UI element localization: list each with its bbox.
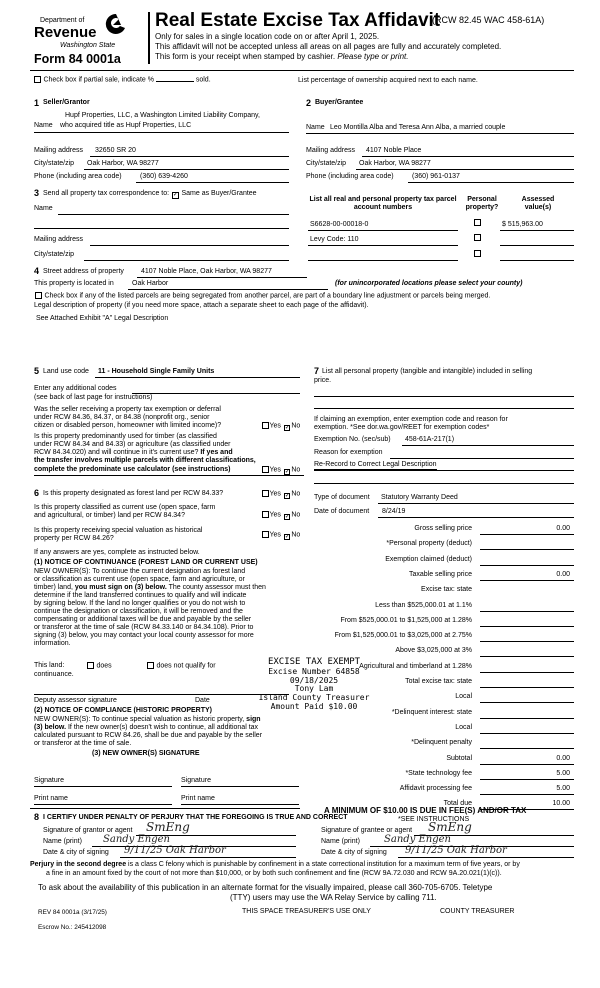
levy-code[interactable]: 110 bbox=[347, 236, 359, 243]
location-value[interactable]: Oak Harbor bbox=[132, 280, 169, 287]
personal-property-checkbox-3[interactable] bbox=[474, 250, 481, 257]
document-type-label: Type of document bbox=[314, 494, 370, 501]
calc-line bbox=[480, 748, 574, 749]
buyer-phone-label: Phone (including area code) bbox=[306, 173, 394, 180]
calc-label: Above $3,025,000 at 3% bbox=[395, 647, 472, 654]
header-line2: This affidavit will not be accepted unless all areas on all pages are fully and accurately completed. bbox=[155, 42, 502, 51]
forest-no-checkbox[interactable]: ✓ bbox=[284, 492, 290, 499]
historic-text-4: or transferor at the time of sale. bbox=[34, 740, 132, 747]
revision-label: REV 84 0001a (3/17/25) bbox=[38, 909, 107, 916]
calc-line bbox=[480, 687, 574, 688]
calc-line bbox=[480, 794, 574, 795]
county-treasurer-label: COUNTY TREASURER bbox=[440, 908, 515, 915]
document-date[interactable]: 8/24/19 bbox=[382, 508, 406, 515]
land-use-label: Land use code bbox=[43, 368, 89, 375]
timber-yes-checkbox[interactable] bbox=[262, 466, 269, 473]
exemption-number-label: Exemption No. (sec/sub) bbox=[314, 436, 391, 443]
stamp-line1: EXCISE TAX EXEMPT bbox=[267, 657, 361, 667]
does-label: does bbox=[96, 662, 112, 670]
grantor-printed-name[interactable]: Sandy Engen bbox=[103, 834, 170, 845]
calc-value[interactable]: 0.00 bbox=[556, 525, 570, 532]
calc-label: Local bbox=[455, 693, 472, 700]
calc-label: Subtotal bbox=[446, 755, 472, 762]
dept-line3: Washington State bbox=[60, 42, 116, 49]
form-title: Real Estate Excise Tax Affidavit bbox=[155, 10, 441, 31]
deputy-signature-label: Deputy assessor signature bbox=[34, 697, 117, 704]
sec3-mail-label: Mailing address bbox=[34, 236, 84, 243]
timber-question-ifyes: If yes and bbox=[200, 449, 233, 456]
section3-text: Send all property tax correspondence to: bbox=[43, 190, 170, 197]
continuance-text-3b: you must sign on (3) below. bbox=[74, 584, 167, 591]
exemption-instructions-1: If claiming an exemption, enter exemption code and reason for bbox=[314, 416, 508, 423]
grantee-date-label: Date & city of signing bbox=[321, 849, 387, 856]
document-date-label: Date of document bbox=[314, 508, 370, 515]
section6-number: 6 bbox=[34, 488, 40, 498]
current-use-yes-checkbox[interactable] bbox=[262, 511, 269, 518]
ownership-note: List percentage of ownership acquired next to each name. bbox=[298, 77, 478, 84]
no-label: No bbox=[291, 422, 301, 430]
historic-question-line1: Is this property receiving special valuation as historical bbox=[34, 527, 203, 534]
buyer-city-label: City/state/zip bbox=[306, 160, 347, 167]
exemption-no-checkbox[interactable]: ✓ bbox=[284, 424, 290, 431]
seller-heading: Seller/Grantor bbox=[43, 99, 90, 106]
treasurer-use-label: THIS SPACE TREASURER'S USE ONLY bbox=[242, 908, 371, 915]
partial-sold-label: sold. bbox=[195, 76, 211, 84]
section2-number: 2 bbox=[306, 98, 312, 108]
grantee-name-label: Name (print) bbox=[321, 838, 360, 845]
grantee-signature[interactable]: SmEng bbox=[428, 820, 472, 834]
grantor-name-label: Name (print) bbox=[43, 838, 82, 845]
street-address[interactable]: 4107 Noble Place, Oak Harbor, WA 98277 bbox=[141, 268, 272, 275]
exemption-question-line2: under RCW 84.36, 84.37, or 84.38 (nonprofit org., senior bbox=[34, 414, 210, 421]
historic-heading: (2) NOTICE OF COMPLIANCE (HISTORIC PROPERTY) bbox=[34, 707, 212, 714]
new-owner-signature-heading: (3) NEW OWNER(S) SIGNATURE bbox=[92, 750, 200, 757]
grantor-signature[interactable]: SmEng bbox=[146, 820, 190, 834]
stamp-line2: Excise Number 64858 bbox=[268, 666, 360, 676]
same-as-buyer-checkbox[interactable]: ✓ bbox=[173, 192, 179, 198]
calc-label: Affidavit processing fee bbox=[399, 785, 472, 792]
exemption-number[interactable]: 458-61A-217(1) bbox=[405, 436, 455, 443]
seller-name-line1: Hupf Properties, LLC, a Washington Limited Liability Company, bbox=[65, 112, 260, 119]
yes-label: Yes bbox=[269, 531, 281, 539]
escrow-number: Escrow No.: 245412098 bbox=[38, 924, 107, 931]
buyer-heading: Buyer/Grantee bbox=[315, 99, 364, 106]
calc-line bbox=[480, 611, 574, 612]
calc-line bbox=[480, 549, 574, 550]
additional-codes-note: (see back of last page for instructions) bbox=[34, 394, 153, 401]
answers-note: If any answers are yes, complete as instructed below. bbox=[34, 549, 200, 556]
stamp-line4: Tony Lam bbox=[294, 684, 334, 694]
historic-question-line2: property per RCW 84.26? bbox=[34, 535, 114, 542]
section3-number: 3 bbox=[34, 188, 40, 198]
yes-label: Yes bbox=[269, 466, 281, 474]
continuance-heading: (1) NOTICE OF CONTINUANCE (FOREST LAND OR CURRENT USE) bbox=[34, 559, 258, 566]
timber-question-line4: the transfer involves multiple parcels with different classifications, bbox=[34, 457, 256, 464]
document-type[interactable]: Statutory Warranty Deed bbox=[381, 494, 458, 501]
calc-line bbox=[480, 672, 574, 673]
section3-row bbox=[43, 190, 257, 199]
exemption-reason-label: Reason for exemption bbox=[314, 449, 383, 456]
historic-text-3: calculated pursuant to RCW 84.26, shall be due and payable by the seller bbox=[34, 732, 263, 739]
parcel-col-header: List all real and personal property tax parcel account numbers bbox=[309, 196, 457, 212]
land-does-not-checkbox[interactable] bbox=[147, 662, 154, 669]
section1-number: 1 bbox=[34, 98, 40, 108]
perjury-heading: Perjury in the second degree bbox=[30, 861, 127, 868]
levy-label: Levy Code: bbox=[310, 236, 346, 243]
calc-label: Taxable selling price bbox=[408, 571, 472, 578]
historic-text-2b: If the new owner(s) doesn't wish to continue, all additional tax bbox=[67, 724, 259, 731]
forest-yes-checkbox[interactable] bbox=[262, 490, 269, 497]
continuance-text-4: determine if the land transferred continues to qualify and will indicate bbox=[34, 592, 247, 599]
assessed-col-header: Assessed value(s) bbox=[521, 196, 555, 212]
header-line3-note: Please type or print. bbox=[337, 52, 409, 61]
exemption-reason[interactable]: Re-Record to Correct Legal Description bbox=[314, 461, 437, 470]
sec3-city-label: City/state/zip bbox=[34, 251, 75, 258]
calc-label: Exemption claimed (deduct) bbox=[385, 556, 472, 563]
seller-city[interactable]: Oak Harbor, WA 98277 bbox=[87, 160, 159, 167]
land-use-code[interactable]: 11 - Household Single Family Units bbox=[98, 368, 215, 375]
timber-question-line2: under RCW 84.34 and 84.33) or agriculture (as classified under bbox=[34, 441, 231, 448]
stamp-line5: Island County Treasurer bbox=[258, 693, 370, 703]
grantee-signature-label: Signature of grantee or agent bbox=[321, 827, 413, 834]
seller-name-line2: who acquired title as Hupf Properties, LLC bbox=[60, 122, 192, 129]
calc-line bbox=[480, 565, 574, 566]
legal-description[interactable]: See Attached Exhibit "A" Legal Description bbox=[36, 315, 169, 322]
personal-property-checkbox-1[interactable] bbox=[474, 219, 481, 226]
calc-line bbox=[480, 764, 574, 765]
calc-label: Total excise tax: state bbox=[405, 678, 472, 685]
timber-question-line3: RCW 84.34.020) and will continue in it's current use? bbox=[34, 449, 199, 456]
parcel-number[interactable]: S6628-00-00018-0 bbox=[310, 221, 369, 228]
seller-mail[interactable]: 32650 SR 20 bbox=[95, 147, 136, 154]
calc-label: Local bbox=[455, 724, 472, 731]
calc-line bbox=[480, 626, 574, 627]
alternate-format-text-2: (TTY) users may use the WA Relay Service by calling 711. bbox=[230, 893, 437, 902]
timber-question-line5: complete the predominate use calculator (see instructions) bbox=[34, 466, 231, 473]
partial-percent-field[interactable] bbox=[156, 81, 194, 82]
seller-phone-label: Phone (including area code) bbox=[34, 173, 122, 180]
continuance-text-6: continue the designation or classification, it will be removed and the bbox=[34, 608, 243, 615]
grantee-printed-name[interactable]: Sandy Engen bbox=[384, 834, 451, 845]
forest-question: Is this property designated as forest land per RCW 84.33? bbox=[43, 490, 224, 497]
calc-label: *State technology fee bbox=[405, 770, 472, 777]
dept-logo-text: Revenue bbox=[34, 24, 97, 41]
segregated-label: Check box if any of the listed parcels are being segregated from another parcel, are part of a boundary line adjustment or parcels being merged. bbox=[44, 292, 491, 300]
calc-line bbox=[480, 641, 574, 642]
land-does-checkbox[interactable] bbox=[87, 662, 94, 669]
sec3-name-label: Name bbox=[34, 205, 53, 212]
this-land-label: This land: bbox=[34, 662, 65, 669]
calc-value[interactable]: 0.00 bbox=[556, 755, 570, 762]
calc-line bbox=[480, 656, 574, 657]
minimum-due-note: A MINIMUM OF $10.00 IS DUE IN FEE(S) AND/OR TAX bbox=[324, 806, 527, 815]
buyer-name[interactable]: Leo Montilla Alba and Teresa Ann Alba, a married couple bbox=[330, 124, 506, 131]
form-rcw: (RCW 82.45 WAC 458-61A) bbox=[432, 15, 545, 25]
location-note: (for unincorporated locations please select your county) bbox=[335, 280, 523, 287]
no-label: No bbox=[291, 511, 301, 519]
does-not-label: does not qualify for bbox=[156, 662, 216, 670]
calc-line bbox=[480, 733, 574, 734]
grantee-date-city[interactable]: 9/11/25 Oak Harbor bbox=[405, 845, 507, 856]
seller-city-label: City/state/zip bbox=[34, 160, 75, 167]
calc-value[interactable]: 5.00 bbox=[556, 785, 570, 792]
personal-property-label: List all personal property (tangible and intangible) included in selling bbox=[322, 368, 533, 375]
owner1-signature-label: Signature bbox=[34, 777, 64, 784]
assessed-value[interactable]: $ 515,963.00 bbox=[502, 221, 543, 228]
grantor-date-city[interactable]: 9/11/25 Oak Harbor bbox=[124, 845, 226, 856]
alternate-format-text-1: To ask about the availability of this publication in an alternate format for the visually impaired, please call 360-705-6705. Teletype bbox=[38, 883, 493, 892]
calc-label: Total due bbox=[443, 800, 472, 807]
calc-label: Gross selling price bbox=[414, 525, 472, 532]
exemption-question-line3: citizen or disabled person, homeowner with limited income)? bbox=[34, 422, 222, 429]
calc-label: *Delinquent interest: state bbox=[391, 709, 472, 716]
historic-text-1a: NEW OWNER(S): To continue special valuation as historic property, bbox=[34, 716, 245, 723]
calc-label: *Personal property (deduct) bbox=[386, 540, 472, 547]
location-label: This property is located in bbox=[34, 280, 114, 287]
no-label: No bbox=[291, 490, 301, 498]
calc-value[interactable]: 0.00 bbox=[556, 571, 570, 578]
exemption-question-line1: Was the seller receiving a property tax exemption or deferral bbox=[34, 406, 221, 413]
calc-label: From $1,525,000.01 to $3,025,000 at 2.75% bbox=[334, 632, 472, 639]
yes-label: Yes bbox=[269, 422, 281, 430]
personal-property-checkbox-2[interactable] bbox=[474, 234, 481, 241]
grantor-date-label: Date & city of signing bbox=[43, 849, 109, 856]
additional-codes-label: Enter any additional codes bbox=[34, 385, 117, 392]
form-number: Form 84 0001a bbox=[34, 52, 121, 66]
calc-label: Agricultural and timberland at 1.28% bbox=[359, 663, 472, 670]
no-label: No bbox=[291, 531, 301, 539]
continuance-text-10: information. bbox=[34, 640, 71, 647]
header-line1: Only for sales in a single location code on or after April 1, 2025. bbox=[155, 32, 380, 41]
buyer-mail-label: Mailing address bbox=[306, 147, 356, 154]
yes-label: Yes bbox=[269, 511, 281, 519]
perjury-text-1: is a class C felony which is punishable by confinement in a state correctional institution for a maximum term of five years, or by bbox=[128, 861, 520, 868]
seller-mail-label: Mailing address bbox=[34, 147, 84, 154]
continuance-text-7: compensating or additional taxes will be due and payable by the seller bbox=[34, 616, 252, 623]
calc-value[interactable]: 5.00 bbox=[556, 770, 570, 777]
dept-line1: Department of bbox=[40, 17, 85, 24]
exemption-instructions-2: exemption. *See dor.wa.gov/REET for exemption codes* bbox=[314, 424, 490, 431]
historic-no-checkbox[interactable]: ✓ bbox=[284, 533, 290, 540]
partial-sale-checkbox[interactable] bbox=[34, 76, 41, 83]
continuance-text-9: signing (3) below, you may contact your local county assessor for more bbox=[34, 632, 254, 639]
continuance-text-2: or classification as current use (open space, farm and agriculture, or bbox=[34, 576, 245, 583]
partial-sale-label: Check box if partial sale, indicate % bbox=[43, 76, 154, 84]
historic-text-2a: (3) below. bbox=[34, 724, 67, 731]
timber-question-line1: Is this property predominantly used for timber (as classified bbox=[34, 433, 217, 440]
current-use-no-checkbox[interactable]: ✓ bbox=[284, 513, 290, 520]
calc-label: Less than $525,000.01 at 1.1% bbox=[375, 602, 472, 609]
timber-no-checkbox[interactable]: ✓ bbox=[284, 468, 290, 475]
historic-text-1b: sign bbox=[246, 716, 261, 723]
calc-line bbox=[480, 779, 574, 780]
buyer-city[interactable]: Oak Harbor, WA 98277 bbox=[359, 160, 431, 167]
continuance-text-3a: timber) land, bbox=[34, 584, 73, 591]
calc-value[interactable]: 10.00 bbox=[552, 800, 570, 807]
seller-name-label: Name bbox=[34, 122, 53, 129]
see-instructions-note: *SEE INSTRUCTIONS bbox=[398, 816, 470, 823]
continuance-label: continuance. bbox=[34, 671, 74, 678]
street-label: Street address of property bbox=[43, 268, 124, 275]
calc-label: *Delinquent penalty bbox=[411, 739, 472, 746]
section5-number: 5 bbox=[34, 366, 40, 376]
personal-property-label2: price. bbox=[314, 377, 332, 384]
owner1-print-label: Print name bbox=[34, 795, 68, 802]
stamp-line3: 09/18/2025 bbox=[289, 675, 339, 685]
section4-number: 4 bbox=[34, 266, 40, 276]
yes-label: Yes bbox=[269, 490, 281, 498]
perjury-text-2: a fine in an amount fixed by the court of not more than $10,000, or by both such confinement and fine (RCW 9A.72.030 and RCW 9A.20.021(1)(c)). bbox=[46, 870, 502, 877]
deputy-date-label: Date bbox=[195, 697, 210, 704]
continuance-text-1: NEW OWNER(S): To continue the current designation as forest land bbox=[34, 568, 246, 575]
calc-line bbox=[480, 718, 574, 719]
same-as-buyer-label: Same as Buyer/Grantee bbox=[181, 190, 257, 197]
section7-number: 7 bbox=[314, 366, 320, 376]
personal-col-header: Personal property? bbox=[465, 196, 499, 212]
calc-line bbox=[480, 580, 574, 581]
current-use-question-line2: and agricultural, or timber) land per RCW 84.34? bbox=[34, 512, 185, 519]
dept-logo-icon bbox=[105, 12, 127, 36]
continuance-text-5: by signing below. If the land no longer qualifies or you do not wish to bbox=[34, 600, 246, 607]
calc-label: From $525,000.01 to $1,525,000 at 1.28% bbox=[340, 617, 472, 624]
header-line3: This form is your receipt when stamped by cashier. bbox=[155, 52, 336, 61]
historic-yes-checkbox[interactable] bbox=[262, 531, 269, 538]
exemption-yes-checkbox[interactable] bbox=[262, 422, 269, 429]
owner2-print-label: Print name bbox=[181, 795, 215, 802]
buyer-name-label: Name bbox=[306, 124, 325, 131]
calc-line bbox=[480, 534, 574, 535]
legal-description-label: Legal description of property (if you need more space, attach a separate sheet to each page of the affidavit). bbox=[34, 302, 369, 309]
treasurer-stamp bbox=[252, 658, 376, 712]
partial-sale-row bbox=[33, 76, 211, 85]
buyer-phone[interactable]: (360) 961-0137 bbox=[412, 173, 460, 180]
owner2-signature-label: Signature bbox=[181, 777, 211, 784]
buyer-mail[interactable]: 4107 Noble Place bbox=[366, 147, 422, 154]
grantor-signature-label: Signature of grantor or agent bbox=[43, 827, 133, 834]
section8-number: 8 bbox=[34, 812, 40, 822]
calc-label: Excise tax: state bbox=[421, 586, 472, 593]
stamp-line6: Amount Paid $10.00 bbox=[270, 702, 358, 712]
calc-line bbox=[480, 702, 574, 703]
continuance-text-8: or transferor at the time of sale (RCW 84.33.140 or 84.34.108). Prior to bbox=[34, 624, 254, 631]
continuance-text-3c: The county assessor must then bbox=[168, 584, 266, 591]
certify-heading: I CERTIFY UNDER PENALTY OF PERJURY THAT THE FOREGOING IS TRUE AND CORRECT bbox=[43, 814, 348, 821]
seller-phone[interactable]: (360) 639-4260 bbox=[140, 173, 188, 180]
segregated-checkbox[interactable] bbox=[35, 292, 42, 299]
no-label: No bbox=[291, 466, 301, 474]
current-use-question-line1: Is this property classified as current use (open space, farm bbox=[34, 504, 216, 511]
